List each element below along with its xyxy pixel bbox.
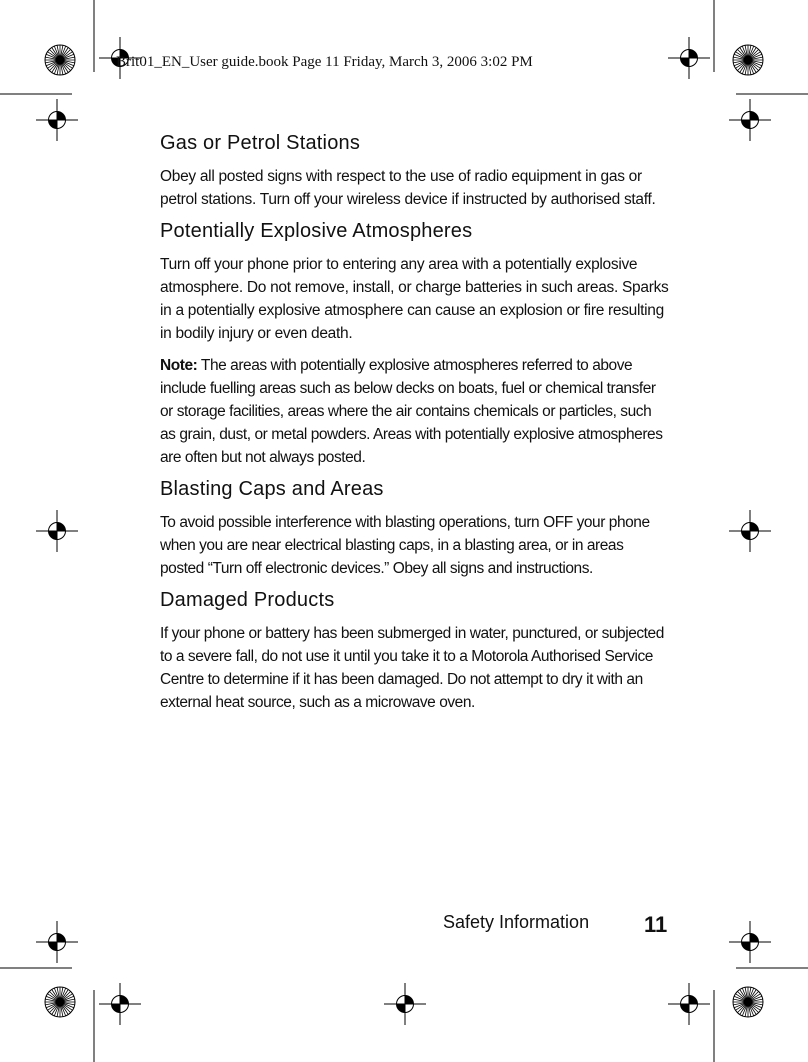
starburst-mark-top-left [45,45,75,75]
registration-mark-top-right [668,37,710,79]
section-heading: Blasting Caps and Areas [160,478,384,500]
section-paragraph: Obey all posted signs with respect to the use of radio equipment in gas or petrol stations. Turn off your wireless device if instructed by authorised staff. [160,168,656,208]
registration-mark-bottom-right [668,983,710,1025]
registration-mark-right-lower [729,921,771,963]
note-paragraph [160,354,670,469]
file-info-header: Brit01_EN_User guide.book Page 11 Friday, March 3, 2006 3:02 PM [116,54,533,70]
section-damaged-products [160,589,670,714]
registration-mark-left-middle [36,510,78,552]
section-heading: Gas or Petrol Stations [160,132,361,154]
section-blasting-caps [160,478,670,580]
starburst-mark-bottom-left [45,987,75,1017]
section-heading: Damaged Products [160,589,335,611]
starburst-mark-bottom-right [733,987,763,1017]
section-paragraph: To avoid possible interference with blasting operations, turn OFF your phone when you are near electrical blasting caps, in a blasting area, or in areas posted “Turn off electronic devices.” Obey all signs and instructions. [160,514,650,577]
registration-mark-left-upper [36,99,78,141]
registration-mark-left-lower [36,921,78,963]
registration-mark-right-middle [729,510,771,552]
section-heading: Potentially Explosive Atmospheres [160,220,473,242]
footer-section-title: Safety Information [443,912,590,932]
note-label: Note: [160,357,198,374]
section-paragraph: If your phone or battery has been submerged in water, punctured, or subjected to a severe fall, do not use it until you take it to a Motorola Authorised Service Centre to determine if it has been damaged. Do not attempt to dry it with an external heat source, such as a microwave oven. [160,625,664,711]
page-number: 11 [644,912,668,937]
section-gas-petrol-stations [160,132,670,211]
note-text: The areas with potentially explosive atmospheres referred to above include fuelling areas such as below decks on boats, fuel or chemical transfer or storage facilities, areas where the air contains chemicals or particles, such as grain, dust, or metal powders. Areas with potentially explosive atmospheres are often but not always posted. [160,357,663,466]
section-explosive-atmospheres [160,220,670,469]
registration-mark-bottom-center [384,983,426,1025]
page-content [160,132,670,723]
section-paragraph: Turn off your phone prior to entering any area with a potentially explosive atmosphere. Do not remove, install, or charge batteries in such areas. Sparks in a potentially explosive atmosphere can cause an explosion or fire resulting in bodily injury or even death. [160,256,669,342]
registration-mark-right-upper [729,99,771,141]
registration-mark-bottom-left [99,983,141,1025]
starburst-mark-top-right [733,45,763,75]
